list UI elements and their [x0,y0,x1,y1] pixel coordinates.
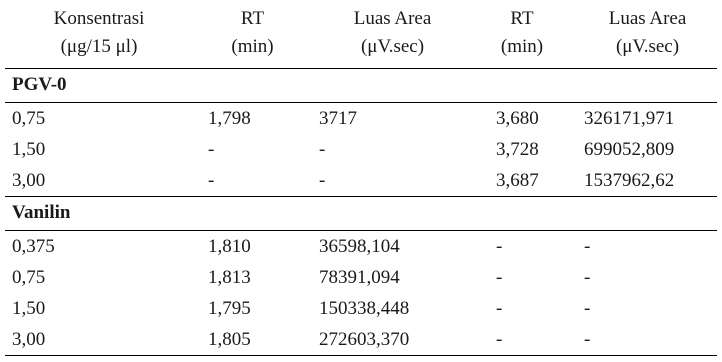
cell-luas-area-1: - [319,170,326,191]
cell-luas-area-1: 36598,104 [319,236,400,257]
table-row [5,103,717,134]
cell-luas-area-1: 272603,370 [319,329,410,350]
cell-luas-area-1: 78391,094 [319,267,400,288]
group-row-pgv-0 [5,69,717,103]
cell-luas-area-2: 326171,971 [584,108,675,129]
cell-luas-area-2: 699052,809 [584,139,675,160]
cell-rt-2: - [496,329,503,350]
group-row-vanilin [5,197,717,231]
cell-rt-1: 1,813 [208,267,251,288]
header-rt-1-line2: (min) [231,36,274,57]
header-luas-area-1-line2: (μV.sec) [360,36,425,57]
header-konsentrasi [5,5,193,61]
cell-luas-area-2: 1537962,62 [584,170,675,191]
cell-rt-1: - [208,170,215,191]
header-konsentrasi-line2: (μg/15 μl) [60,36,138,57]
table-row [5,134,717,165]
header-konsentrasi-line1: Konsentrasi [53,8,145,29]
table-row [5,262,717,293]
cell-konsentrasi: 1,50 [12,298,46,319]
cell-rt-1: 1,805 [208,329,251,350]
cell-luas-area-2: - [584,298,591,319]
cell-rt-1: 1,810 [208,236,251,257]
cell-konsentrasi: 0,75 [12,267,46,288]
header-luas-area-2-line2: (μV.sec) [615,36,680,57]
header-rt-1-line1: RT [240,8,265,29]
cell-luas-area-2: - [584,267,591,288]
header-rt-1 [195,5,310,61]
cell-rt-2: 3,687 [496,170,539,191]
header-luas-area-1-line1: Luas Area [353,8,432,29]
cell-luas-area-1: 3717 [319,108,357,129]
header-luas-area-1 [305,5,480,61]
cell-konsentrasi: 0,375 [12,236,55,257]
header-rt-2 [467,5,577,61]
cell-konsentrasi: 1,50 [12,139,46,160]
data-table [5,0,717,356]
header-rt-2-line2: (min) [500,36,544,57]
table-row [5,324,717,356]
group-label: PGV-0 [12,74,67,95]
cell-konsentrasi: 3,00 [12,329,46,350]
table-row [5,165,717,197]
cell-luas-area-2: - [584,236,591,257]
cell-rt-2: 3,728 [496,139,539,160]
cell-konsentrasi: 3,00 [12,170,46,191]
table-row [5,293,717,324]
table-row [5,231,717,262]
cell-luas-area-1: 150338,448 [319,298,410,319]
header-luas-area-2-line1: Luas Area [608,8,687,29]
cell-rt-2: - [496,298,503,319]
cell-konsentrasi: 0,75 [12,108,46,129]
cell-rt-2: - [496,236,503,257]
header-luas-area-2 [580,5,715,61]
cell-rt-1: 1,795 [208,298,251,319]
table-header [5,0,717,69]
cell-rt-2: 3,680 [496,108,539,129]
cell-luas-area-2: - [584,329,591,350]
group-label: Vanilin [12,202,71,223]
cell-rt-2: - [496,267,503,288]
cell-rt-1: - [208,139,215,160]
header-rt-2-line1: RT [510,8,534,29]
cell-luas-area-1: - [319,139,326,160]
cell-rt-1: 1,798 [208,108,251,129]
